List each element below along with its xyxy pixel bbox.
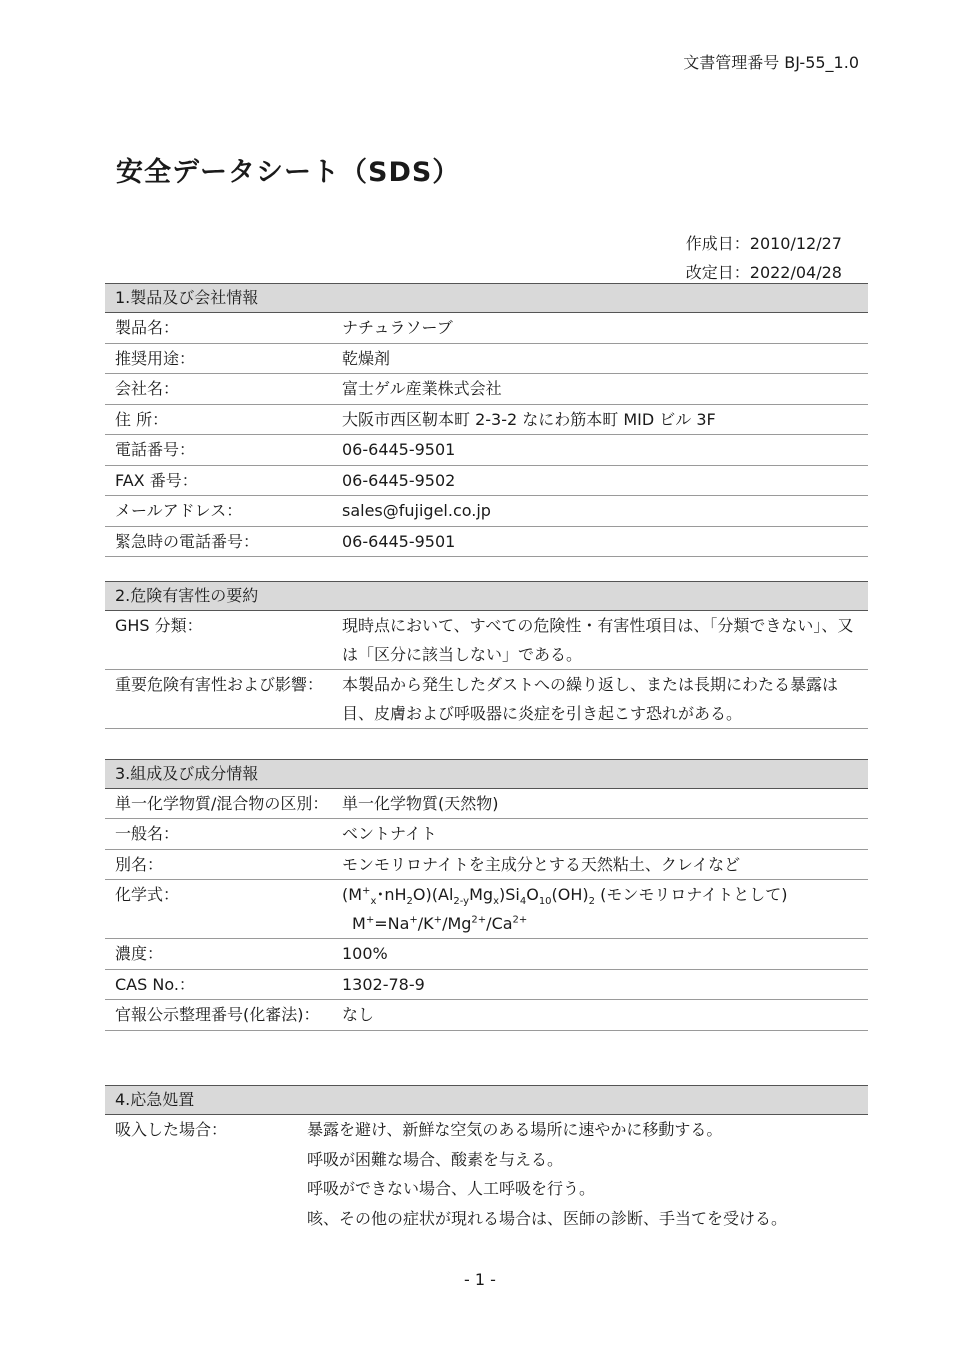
table-row — [105, 611, 868, 670]
section-heading: 3.組成及び成分情報 — [105, 759, 868, 789]
first-aid-line: 呼吸が困難な場合、酸素を与える。 — [307, 1149, 564, 1169]
row-value: 富士ゲル産業株式会社 — [342, 379, 502, 398]
table-row — [105, 970, 868, 1001]
row-value: ナチュラソーブ — [342, 318, 453, 337]
row-value: 100% — [342, 944, 388, 963]
first-aid-line: 暴露を避け、新鮮な空気のある場所に速やかに移動する。 — [307, 1120, 723, 1139]
row-label: メールアドレス： — [115, 501, 243, 520]
revised-date: 改定日：2022/04/28 — [685, 263, 842, 282]
document-number: 文書管理番号 BJ-55_1.0 — [683, 53, 859, 72]
table-row — [105, 1115, 868, 1233]
row-value: 現時点において、すべての危険性・有害性項目は、「分類できない」、又は「区分に該当しない」である。 — [342, 616, 854, 664]
row-value: 1302-78-9 — [342, 974, 425, 994]
row-value: なし — [342, 1005, 375, 1024]
row-label: 会社名： — [115, 379, 180, 398]
row-value: ベントナイト — [342, 824, 437, 843]
table-row — [105, 405, 868, 436]
page-number: - 1 - — [464, 1270, 496, 1289]
section-product-company — [105, 283, 868, 557]
row-value: 乾燥剤 — [342, 348, 391, 368]
section-hazards — [105, 581, 868, 729]
dates — [686, 229, 842, 287]
row-label: 住 所： — [115, 409, 169, 429]
row-label: 濃度： — [115, 944, 164, 963]
row-label: 製品名： — [115, 318, 180, 337]
row-label: 別名： — [115, 854, 164, 874]
table-row — [105, 939, 868, 970]
row-value: 本製品から発生したダストへの繰り返し、または長期にわたる暴露は目、皮膚および呼吸器に炎症を引き起こす恐れがある。 — [342, 675, 839, 723]
row-label: 推奨用途： — [115, 348, 196, 368]
table-row — [105, 527, 868, 558]
row-label: 一般名： — [115, 824, 180, 843]
section-heading: 4.応急処置 — [105, 1085, 868, 1115]
created-date: 作成日：2010/12/27 — [685, 234, 842, 253]
first-aid-line: 呼吸ができない場合、人工呼吸を行う。 — [307, 1179, 596, 1198]
table-row — [105, 789, 868, 819]
row-value: モンモリロナイトを主成分とする天然粘土、クレイなど — [342, 854, 741, 874]
row-label: CAS No.： — [115, 974, 195, 994]
table-row — [105, 880, 868, 939]
row-value: sales@fujigel.co.jp — [342, 501, 491, 520]
row-label: 吸入した場合： — [115, 1120, 228, 1139]
table-row — [105, 435, 868, 466]
table-row — [105, 1000, 868, 1031]
row-label: 電話番号： — [115, 440, 196, 459]
table-row — [105, 819, 868, 850]
table-row — [105, 344, 868, 375]
table-row — [105, 374, 868, 405]
row-label: 官報公示整理番号(化審法)： — [115, 1005, 320, 1024]
row-label: 重要危険有害性および影響： — [115, 675, 324, 694]
section-first-aid — [105, 1085, 868, 1233]
table-row — [105, 313, 868, 344]
first-aid-line: 咳、その他の症状が現れる場合は、医師の診断、手当てを受ける。 — [307, 1208, 788, 1228]
row-value: 大阪市西区靭本町 2-3-2 なにわ筋本町 MID ビル 3F — [342, 409, 716, 429]
row-label: 化学式： — [115, 885, 180, 904]
row-label: FAX 番号： — [115, 470, 198, 490]
formula-note: (モンモリロナイトとして) — [600, 885, 788, 904]
table-row — [105, 496, 868, 527]
row-label: 単一化学物質/混合物の区別： — [115, 794, 329, 813]
table-row — [105, 670, 868, 729]
row-value: 06-6445-9501 — [342, 440, 456, 459]
table-row — [105, 466, 868, 497]
row-value: 06-6445-9502 — [342, 470, 456, 490]
page-title: 安全データシート（SDS） — [116, 157, 461, 188]
row-label: 緊急時の電話番号： — [115, 531, 260, 551]
section-composition — [105, 759, 868, 1031]
chemical-formula: ($M^+_x$･$nH_2O)(Al_{2-y}Mg_x)Si_4O_{10}(OH)_2$ (モンモリロナイトとして) $M^+=Na^+/K^+/Mg^{2+}/Ca^{2+}$ — [342, 885, 788, 933]
row-label: GHS 分類： — [115, 616, 203, 635]
section-heading: 2.危険有害性の要約 — [105, 581, 868, 611]
row-value — [307, 1115, 868, 1233]
row-value: 06-6445-9501 — [342, 531, 456, 551]
section-heading: 1.製品及び会社情報 — [105, 283, 868, 313]
row-value: 単一化学物質(天然物) — [342, 794, 499, 813]
table-row — [105, 850, 868, 881]
